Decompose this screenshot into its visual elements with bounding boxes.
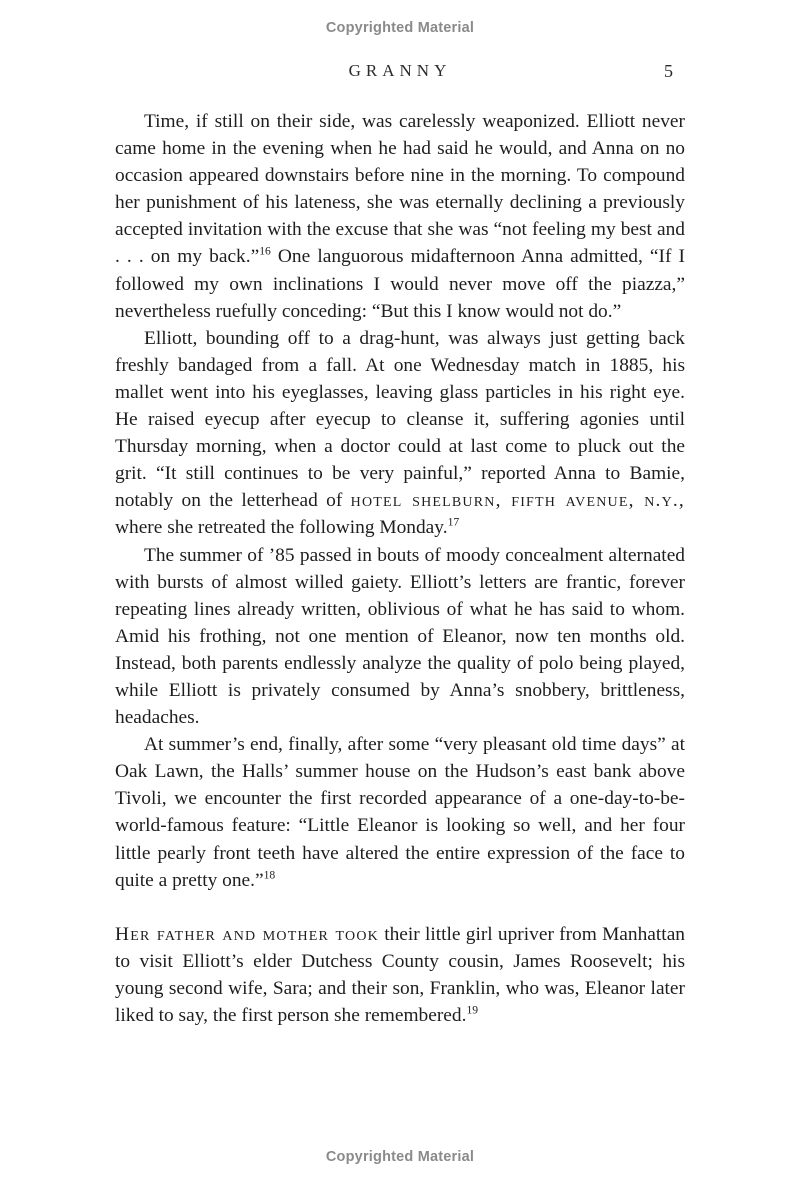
page-body — [115, 108, 685, 1029]
footnote-ref: 17 — [447, 515, 460, 529]
text-run: At summer’s end, finally, after some “very pleasant old time days” at Oak Lawn, the Halls’ summer house on the Hudson’s east bank above Tivoli, we encounter the first recorded appearance of a one-day-to-be-world-famous feature: “Little Eleanor is looking so well, and her four little pearly front teeth have altered the entire expression of the face to quite a pretty one.” — [115, 734, 685, 891]
paragraph — [115, 542, 685, 732]
copyright-notice-top: Copyrighted Material — [325, 20, 475, 36]
footnote-ref: 19 — [466, 1003, 479, 1017]
page-number: 5 — [664, 61, 673, 81]
text-run: their little girl upriver from Manhattan to visit Elliott’s elder Dutchess County cousin, James Roosevelt; his young second wife, Sara; and their son, Franklin, who was, Eleanor later liked to say, the first person she remembered. — [115, 923, 685, 1026]
small-caps-text: hotel shelburn, fifth avenue, n.y., — [350, 490, 685, 512]
paragraph — [115, 921, 685, 1029]
footnote-ref: 18 — [263, 868, 276, 882]
copyright-notice-bottom: Copyrighted Material — [325, 1149, 475, 1165]
text-run: The summer of ’85 passed in bouts of moody concealment alternated with bursts of almost willed gaiety. Elliott’s letters are frantic, forever repeating lines already written, oblivious of what he has said to whom. Amid his frothing, not one mention of Eleanor, now ten months old. Instead, both parents endlessly analyze the quality of polo being played, while Elliott is privately consumed by Anna’s snobbery, brittleness, headaches. — [115, 544, 685, 729]
text-run: where she retreated the following Monday. — [115, 517, 448, 539]
paragraph — [115, 108, 685, 325]
small-caps-text: Her father and mother took — [115, 923, 379, 945]
paragraph — [115, 325, 685, 542]
paragraph — [115, 731, 685, 894]
footnote-ref: 16 — [259, 245, 271, 258]
text-run: Elliott, bounding off to a drag-hunt, was always just getting back freshly bandaged from a fall. At one Wednesday match in 1885, his mallet went into his eyeglasses, leaving glass particles in his right eye. He raised eyecup after eyecup to cleanse it, suffering agonies until Thursday morning, when a doctor could at last come to pluck out the grit. “It still continues to be very painful,” reported Anna to Bamie, notably on the letterhead of — [115, 327, 685, 512]
text-run: Time, if still on their side, was carelessly weaponized. Elliott never came home in the evening when he had said he would, and Anna on no occasion appeared downstairs before nine in the morning. To compound her punishment of his lateness, she was eternally declining a previously accepted invitation with the excuse that she was “not feeling my best and . . . on my back.” — [115, 111, 685, 268]
chapter-title: GRANNY — [348, 61, 452, 80]
text-run: One languorous midafternoon Anna admitted, “If I followed my own inclinations I would never move off the piazza,” nevertheless ruefully conceding: “But this I know would not do.” — [115, 246, 685, 322]
running-header — [115, 61, 685, 83]
